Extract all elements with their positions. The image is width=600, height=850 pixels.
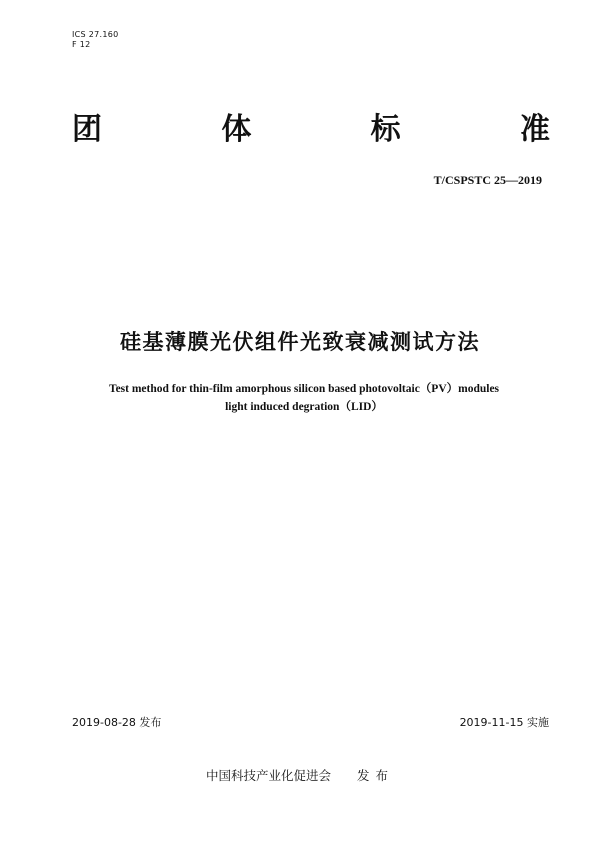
standard-type-char: 标 <box>370 112 401 147</box>
title-english-line: light induced degration（LID） <box>225 401 383 413</box>
standard-code: T/CSPSTC 25—2019 <box>433 173 542 187</box>
standard-type-char: 体 <box>221 112 252 147</box>
ics-code: ICS 27.160 <box>72 30 119 39</box>
ccs-code: F 12 <box>72 40 91 49</box>
classification-codes <box>72 30 119 50</box>
implementation-date: 2019-11-15 实施 <box>459 716 549 729</box>
standard-type-char: 团 <box>72 112 102 147</box>
publish-label: 发布 <box>357 768 395 783</box>
title-english <box>40 380 568 416</box>
publisher <box>0 766 600 784</box>
standard-type-char: 准 <box>519 112 550 147</box>
title-chinese: 硅基薄膜光伏组件光致衰减测试方法 <box>120 330 480 354</box>
issue-date: 2019-08-28 发布 <box>72 716 162 729</box>
publisher-name: 中国科技产业化促进会 <box>205 768 331 783</box>
standard-type-heading <box>72 110 550 150</box>
title-english-line: Test method for thin-film amorphous silicon based photovoltaic（PV）modules <box>108 383 500 395</box>
